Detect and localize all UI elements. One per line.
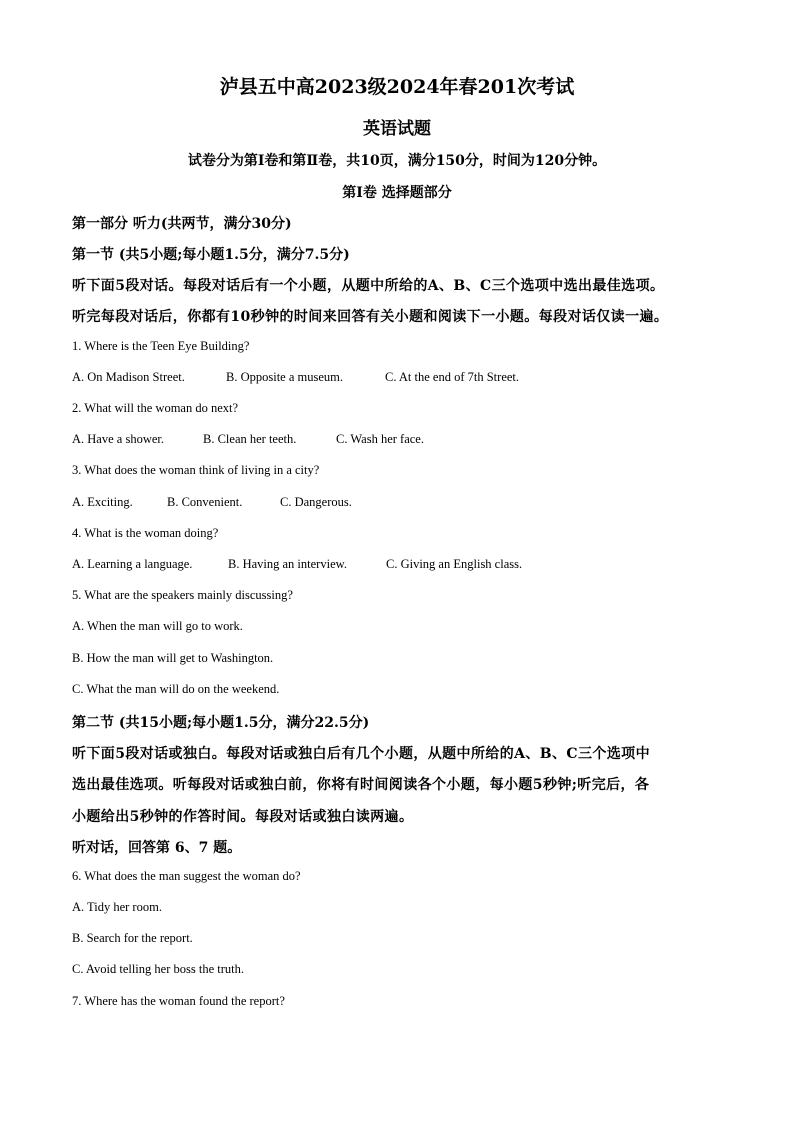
option: B. Opposite a museum. [226,370,344,384]
question-options [72,370,734,385]
question-stem: 6. What does the man suggest the woman do? [72,869,301,883]
dialogue-sub-heading: 听对话，回答第 6、7 题。 [72,840,242,856]
question-stem: 4. What is the woman doing? [72,526,219,540]
option: A. Learning a language. [72,557,193,571]
question-options [72,557,734,572]
question-stem: 2. What will the woman do next? [72,401,239,415]
section2-heading: 第二节 (共15小题;每小题1.5分，满分22.5分) [72,715,370,731]
option: B. Having an interview. [228,557,347,571]
option: C. Avoid telling her boss the truth. [72,962,244,976]
question-stem: 7. Where has the woman found the report? [72,994,285,1008]
subject-title: 英语试题 [363,119,431,139]
option: A. Tidy her room. [72,900,162,914]
exam-title: 泸县五中高2023级2024年春201次考试 [219,76,575,98]
section2-instruction-line: 选出最佳选项。听每段对话或独白前，你将有时间阅读各个小题，每小题5秒钟;听完后，各 [72,777,650,793]
option: B. Convenient. [167,495,243,509]
section1-instruction-line: 听下面5段对话。每段对话后有一个小题，从题中所给的A、B、C三个选项中选出最佳选项。 [72,278,665,294]
option: C. At the end of 7th Street. [385,370,520,384]
option: C. What the man will do on the weekend. [72,682,280,696]
option: C. Dangerous. [280,495,352,509]
section1-heading: 第一节 (共5小题;每小题1.5分，满分7.5分) [72,247,350,263]
volume-title: 第Ⅰ卷 选择题部分 [342,185,452,201]
part1-heading: 第一部分 听力(共两节，满分30分) [72,216,292,232]
section1-instruction-line: 听完每段对话后，你都有10秒钟的时间来回答有关小题和阅读下一小题。每段对话仅读一遍。 [72,309,669,325]
section2-instruction-line: 听下面5段对话或独白。每段对话或独白后有几个小题，从题中所给的A、B、C三个选项中 [72,746,650,762]
option: C. Giving an English class. [386,557,523,571]
question-stem: 1. Where is the Teen Eye Building? [72,339,250,353]
question-options [72,432,734,447]
exam-info: 试卷分为第Ⅰ卷和第Ⅱ卷，共10页，满分150分，时间为120分钟。 [187,153,607,169]
option: B. Search for the report. [72,931,193,945]
option: B. How the man will get to Washington. [72,651,274,665]
option: A. On Madison Street. [72,370,185,384]
question-stem: 5. What are the speakers mainly discussing? [72,588,293,602]
option: C. Wash her face. [336,432,424,446]
option: A. Have a shower. [72,432,164,446]
option: A. When the man will go to work. [72,619,243,633]
option: B. Clean her teeth. [203,432,297,446]
option: A. Exciting. [72,495,133,509]
question-options [72,495,734,510]
question-stem: 3. What does the woman think of living in a city? [72,463,320,477]
section2-instruction-line: 小题给出5秒钟的作答时间。每段对话或独白读两遍。 [72,809,414,825]
